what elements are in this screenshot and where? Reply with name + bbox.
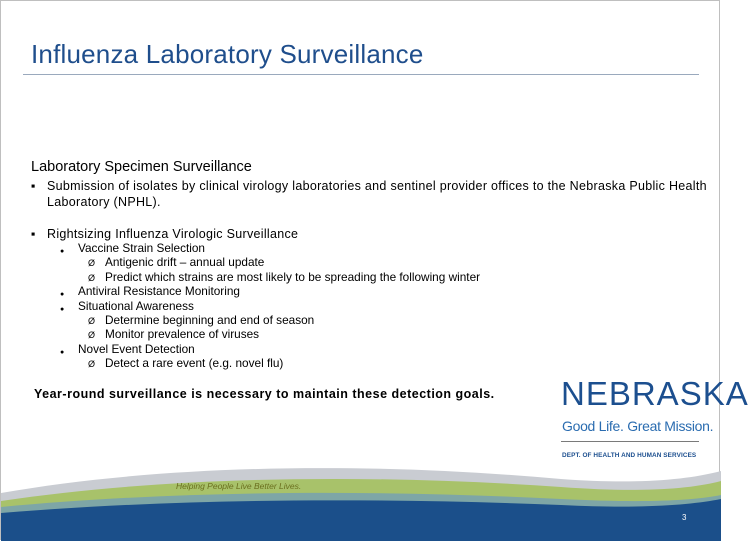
round-bullet-icon: ● bbox=[60, 291, 65, 298]
round-bullet-icon: ● bbox=[60, 349, 65, 356]
arrow-bullet-icon: Ø bbox=[88, 330, 96, 340]
title-divider bbox=[23, 74, 699, 75]
sub-item-text: Determine beginning and end of season bbox=[105, 313, 315, 327]
bullet-text: Rightsizing Influenza Virologic Surveillance bbox=[47, 227, 299, 241]
bullet-submission bbox=[31, 178, 707, 210]
list-item-text: Vaccine Strain Selection bbox=[78, 241, 205, 255]
arrow-bullet-icon: Ø bbox=[88, 359, 96, 369]
sub-item-antigenic-drift bbox=[88, 255, 265, 270]
sub-item-virus-prevalence bbox=[88, 327, 260, 342]
list-item-antiviral-resistance bbox=[60, 284, 240, 299]
arrow-bullet-icon: Ø bbox=[88, 258, 96, 268]
square-bullet-icon: ▪ bbox=[31, 179, 36, 193]
round-bullet-icon: ● bbox=[60, 248, 65, 255]
arrow-bullet-icon: Ø bbox=[88, 273, 96, 283]
arrow-bullet-icon: Ø bbox=[88, 316, 96, 326]
sub-item-text: Monitor prevalence of viruses bbox=[105, 327, 260, 341]
list-item-text: Novel Event Detection bbox=[78, 342, 195, 356]
sub-item-season-bounds bbox=[88, 313, 315, 328]
department-name: DEPT. OF HEALTH AND HUMAN SERVICES bbox=[562, 452, 697, 459]
nebraska-logo-wordmark: NEBRASKA bbox=[561, 375, 749, 412]
page-number: 3 bbox=[682, 513, 687, 522]
logo-tagline: Good Life. Great Mission. bbox=[562, 418, 714, 434]
bullet-text: Submission of isolates by clinical virology laboratories and sentinel provider offices to the Nebraska Public Health Laboratory (NPHL). bbox=[47, 179, 707, 209]
round-bullet-icon: ● bbox=[60, 306, 65, 313]
list-item-situational-awareness bbox=[60, 299, 194, 314]
conclusion-statement: Year-round surveillance is necessary to maintain these detection goals. bbox=[34, 387, 495, 401]
sub-item-rare-event bbox=[88, 356, 284, 371]
list-item-novel-event bbox=[60, 342, 195, 357]
sub-item-text: Detect a rare event (e.g. novel flu) bbox=[105, 356, 284, 370]
footer-motto: Helping People Live Better Lives. bbox=[176, 481, 302, 491]
slide-title: Influenza Laboratory Surveillance bbox=[31, 39, 424, 69]
bullet-rightsizing bbox=[31, 226, 707, 242]
footer-waves-graphic bbox=[1, 461, 721, 541]
sub-item-text: Predict which strains are most likely to be spreading the following winter bbox=[105, 270, 481, 284]
list-item-text: Antiviral Resistance Monitoring bbox=[78, 284, 240, 298]
section-subheading: Laboratory Specimen Surveillance bbox=[31, 159, 252, 175]
sub-item-text: Antigenic drift – annual update bbox=[105, 255, 265, 269]
square-bullet-icon: ▪ bbox=[31, 227, 36, 241]
list-item-text: Situational Awareness bbox=[78, 299, 194, 313]
sub-item-predict-strains bbox=[88, 270, 481, 285]
logo-divider bbox=[561, 441, 699, 442]
list-item-vaccine-strain bbox=[60, 241, 205, 256]
